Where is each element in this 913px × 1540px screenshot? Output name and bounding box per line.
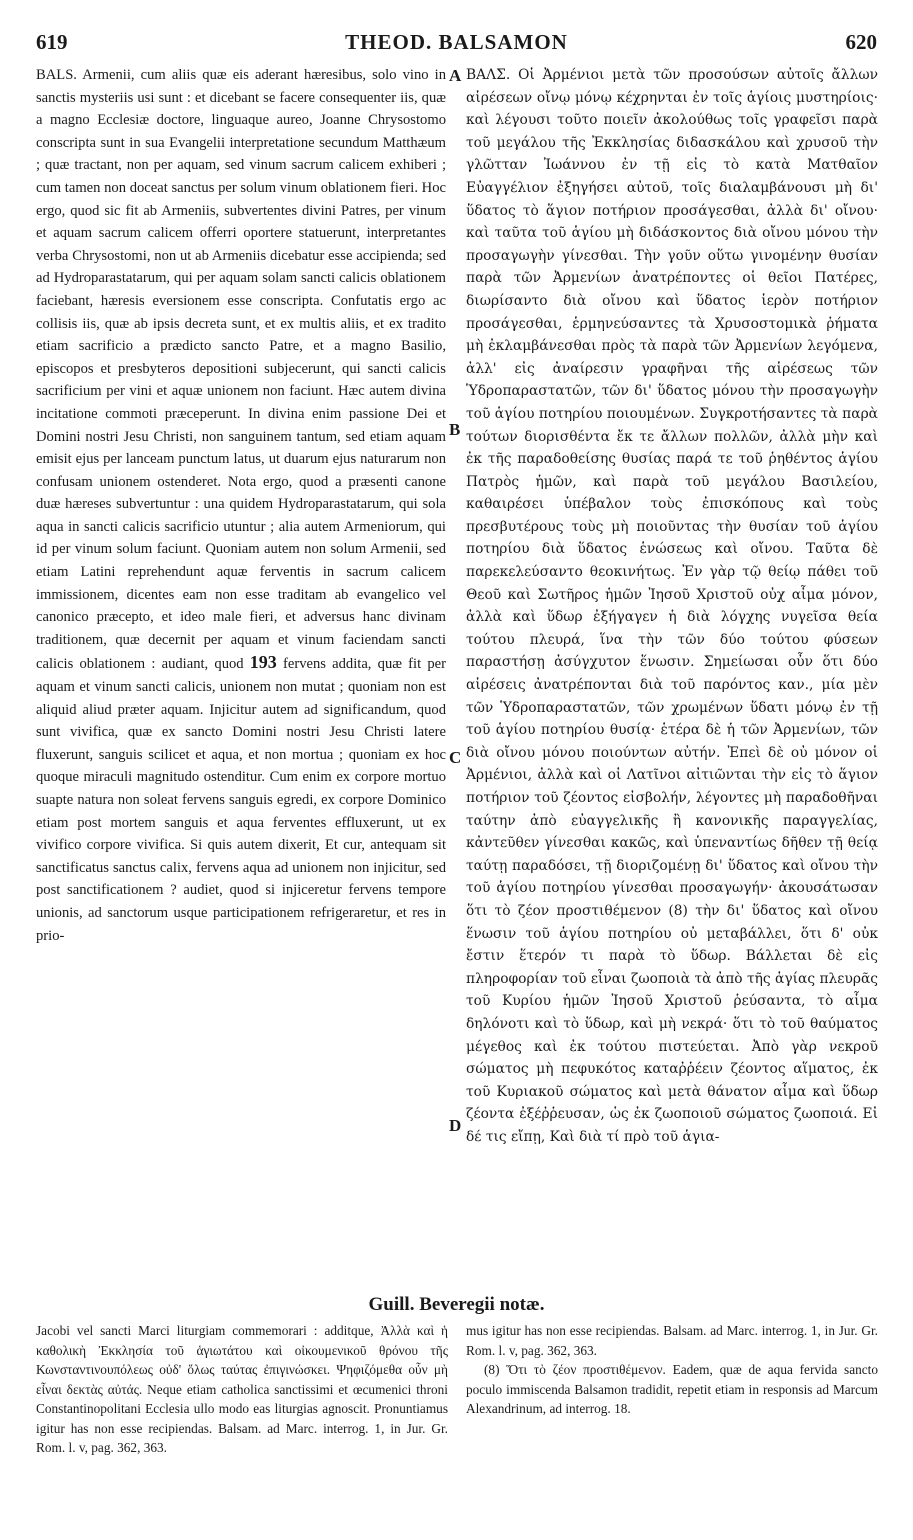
section-marker-a: A [449, 66, 462, 85]
greek-text: ΒΑΛΣ. Οἱ Ἀρμένιοι μετὰ τῶν προσούσων αὐτοῖς ἄλλων αἱρέσεων οἴνῳ μόνῳ κέχρηνται ἐν τοῖς ἁγίοις μυστηρίοις· καὶ λέγουσι τοῦτο ποιεῖν ἀκολούθως τοῖς γραφεῖσι παρὰ τοῦ μεγάλου τῆς Ἐκκλησίας διδασκάλου καὶ χρυσοῦ τὴν γλῶτταν Ἰωάννου ἐν τῇ εἰς τὸ κατὰ Ματθαῖον Εὐαγγέλιον ἐξηγήσει αὐτοῦ, τοῖς διαλαμβάνουσι μὴ δι' ὕδατος τὸ ἅγιον ποτήριον προσάγεσθαι, ἀλλὰ δι' οἴνου· καὶ ταῦτα τοῦ ἁγίου μὴ διδάσκοντος διὰ οἴνου μόνου τὴν προσαγωγὴν γίνεσθαι. Τὴν γοῦν οὕτω γινομένην θυσίαν παρὰ τῶν Ἀρμενίων ἀνατρέποντες οἱ θεῖοι Πατέρες, διωρίσαντο διὰ οἴνου καὶ ὕδατος ἱερὸν ποτήριον προσάγεσθαι, ἑρμηνεύσαντες τὰ Χρυσοστομικὰ ῥήματα μὴ ἐκλαμβάνεσθαι πρὸς τὰ παρὰ τῶν Ἀρμενίων λεγόμενα, ἀλλ' εἰς ἀναίρεσιν γραφῆναι τῆς αἱρέσεως τῶν Ὑδροπαραστατῶν, τῶν δι' ὕδατος μόνου τὴν προσαγωγὴν τοῦ ἁγίου ποτηρίου ποιουμένων. Συγκροτήσαντες τὰ παρὰ τούτων διορισθέντα ἔκ τε ἄλλων πολλῶν, ἀλλὰ μὴν καὶ ἐκ τῆς παραδοθείσης θυσίας παρά τε τοῦ ῥηθέντος ἁγίου Πατρὸς ἡμῶν, καὶ παρὰ τοῦ μεγάλου Βασιλείου, καθαιρέσει ὑπέβαλον τοὺς ἐπισκόπους καὶ τοὺς πρεσβυτέρους τοὺς μὴ ποιοῦντας τὴν θυσίαν τοῦ ἁγίου ποτηρίου διὰ ὕδατος ἑνώσεως καὶ οἴνου. Ταῦτα δὲ παρεκελεύσαντο θεοκινήτως. Ἐν γὰρ τῷ θείῳ πάθει τοῦ Θεοῦ καὶ Σωτῆρος ἡμῶν Ἰησοῦ Χριστοῦ οὐχ αἷμα μόνον, ἀλλὰ καὶ ὕδωρ ἐξήγαγεν ἡ διὰ λόγχης νυγεῖσα θεία τούτου πλευρά, ἵνα τὴν τῶν δύο τούτου φύσεων παραστήσῃ ἀσύγχυτον ἕνωσιν. Σημείωσαι οὖν ὅτι δύο αἱρέσεις ἀνατρέπονται διὰ τοῦ παρόντος καν., μία μὲν τῶν Ὑδροπαραστατῶν, τῶν χρωμένων ὕδατι μόνῳ ἐν τῇ τοῦ ἁγίου ποτηρίου θυσίᾳ· ἑτέρα δὲ ἡ τῶν Ἀρμενίων, τῶν διὰ οἴνου μόνου ποιούντων αὐτήν. Ἐπεὶ δὲ οὐ μόνον οἱ Ἀρμένιοι, ἀλλὰ καὶ οἱ Λατῖνοι αἰτιῶνται τὴν εἰς τὸ ἅγιον ποτήριον τοῦ ζέοντος εἰσβολήν, λέγοντες μὴ παραδοθῆναι ταύτην ἀπὸ εὐαγγελικῆς ἢ κανονικῆς παραγγελίας, κἀντεῦθεν γίνεσθαι κακῶς, καὶ ὑπεναντίως δῆθεν τῇ θείᾳ ταύτῃ παραδόσει, τῇ διοριζομένῃ δι' ὕδατος καὶ οἴνου τὴν τοῦ ἁγίου ποτηρίου γίνεσθαι προσαγωγήν· ἀκουσάτωσαν ὅτι τὸ ζέον προστιθέμενον (8) τὴν δι' ὕδατος καὶ οἴνου ἕνωσιν τοῦ ἁγίου ποτηρίου οὐ μεταβάλλει, ὅτι δ' οὐκ ἔστιν ἕτερόν τι παρὰ τὸ ὕδωρ. Βάλλεται δὲ εἰς πληροφορίαν τοῦ εἶναι ζωοποιὰ τὰ ἀπὸ τῆς ἁγίας πλευρᾶς τοῦ Κυρίου ἡμῶν Ἰησοῦ Χριστοῦ ῥεύσαντα, τὸ αἷμα δηλόνοτι καὶ τὸ ὕδωρ, καὶ μὴ νεκρά· ὅτι τὸ τοῦ θαύματος μέγεθος καὶ ἐκ τούτου πιστεύεται. Ἀπὸ γὰρ νεκροῦ σώματος μὴ πεφυκότος καταῤῥέειν ζέοντος αἵματος, ἐκ τοῦ Κυριακοῦ σώματος καὶ μετὰ θάνατον αἷμα καὶ ὕδωρ ζέοντα ἐξέῤῥευσαν, ὡς ἐκ ζωοποιοῦ σώματος ζωοποιά. Εἰ δέ τις εἴπῃ, Καὶ διὰ τί πρὸ τοῦ ἁγια- [466, 67, 878, 1145]
greek-column [466, 64, 878, 1309]
notes-left-column [36, 1321, 448, 1521]
latin-paragraph-1: BALS. Armenii, cum aliis quæ eis aderant hæresibus, solo vino in sanctis mysteriis usi sunt : et dicebant se facere consequenter iis, quæ a magno Ecclesiæ doctore, linguaque aureo, Joanne Chrysostomo conscripta sunt in sua Evangelii interpretatione secundum Matthæum ; quæ tractant, non per aquam, sed vinum sacrum calicem exhiberi ; cum tamen non doceat sanctus per solum vinum oblationem fieri. Hoc ergo, quod sic fit ab Armeniis, subvertentes divini Patres, per vinum et aquam sacrum calicem offerri oportere statuerunt, interpretantes verba Chrysostomi, non ut ab Armeniis dicebatur esse accipienda; sed ad Hydroparastatarum, qui per aquam solam sancti calicis oblationem faciebant, hæresis eversionem esse conscripta. Confutatis ergo ac collisis iis, quæ ab ipsis decreta sunt, et ex multis aliis, et ex tradito etiam sacrificio a prædicto sancto Patre, et a magno Basilio, episcopos et presbyteros depositioni subjecerunt, qui sancti calicis sacrificium per vini et aquæ unionem non faciunt. Hæc autem divina incitatione commoti præceperunt. In divina enim passione Dei et Domini nostri Jesu Christi, non sanguinem tantum, sed etiam aquam emisit ejus per lanceam punctum latus, ut duarum ejus naturarum non confusam unionem ostenderet. Nota ergo, quod a præsenti canone duæ hæreses subvertuntur : una quidem Hydroparastatarum, qui sola aqua in sancti calicis sacrificio utuntur ; alia autem Armeniorum, qui id per vinum solum faciunt. Quoniam autem non solum Armenii, sed etiam Latini reprehendunt aquæ ferventis in sacrum calicem immissionem, dicentes eam non esse traditam ab evangelico vel canonico præcepto, et ideo male fieri, et adversus hanc divinam traditionem, quæ decernit per aquam et vinum faciendam sancti calicis oblationem : audiant, quod [36, 67, 446, 673]
margin-page-number: 193 [249, 652, 277, 673]
page-number-right: 620 [845, 30, 877, 54]
page-number-left: 619 [36, 30, 68, 54]
notes-title: Guill. Beveregii notæ. [368, 1294, 545, 1315]
section-marker-c: C [449, 748, 462, 767]
note-left-text: Jacobi vel sancti Marci liturgiam commemorari : additque, Ἀλλὰ καὶ ἡ καθολικὴ Ἐκκλησία τοῦ ἁγιωτάτου καὶ οἰκουμενικοῦ θρόνου τῆς Κωνσταντινουπόλεως οὐδ' ὅλως ταύτας ἐπιγινώσκει. Ψηφιζόμεθα οὖν μὴ εἶναι δεκτὰς αὐτάς. Neque etiam catholica sanctissimi et œcumenici throni Constantinopolitani Ecclesia ullo modo eas liturgias agnoscit. Pronuntiamus igitur has non esse recipiendas. Balsam. ad Marc. interrog. 1, in Jur. Gr. Rom. l. v, pag. 362, 363. [36, 1323, 448, 1455]
notes-right-column [466, 1321, 878, 1521]
latin-column [36, 64, 446, 1309]
note-8: (8) Ὅτι τὸ ζέον προστιθέμενον. Eadem, quæ de aqua fervida sancto poculo immiscenda Balsamon tradidit, repetit etiam in responsis ad Marcum Alexandrinum, ad interrog. 18. [466, 1362, 878, 1416]
page-header [36, 30, 877, 56]
section-marker-b: B [449, 420, 461, 439]
latin-text [36, 64, 446, 947]
section-marker-d: D [449, 1116, 462, 1135]
running-title: THEOD. BALSAMON [345, 30, 568, 54]
note-continuation: mus igitur has non esse recipiendas. Balsam. ad Marc. interrog. 1, in Jur. Gr. Rom. l. v, pag. 362, 363. [466, 1323, 878, 1358]
latin-paragraph-2: fervens addita, quæ fit per aquam et vinum sancti calicis, unionem non mutat ; quoniam non est aliquid aliud præter aquam. Injicitur autem ad significandum, quod sunt vivifica, quæ ex sancto Domini nostri Jesu Christi latere fluxerunt, sanguis scilicet et aqua, et non mortua ; quoniam ex hoc quoque miraculi magnitudo ostenditur. Cum enim ex corpore mortuo suapte natura non soleat fervens sanguis egredi, ex corpore Dominico etiam post mortem sanguis et aqua ferventes effluxerunt, ut ex vivifico corpore vivifica. Si quis autem dixerit, Et cur, antequam sit sanctificatus sanctus calix, fervens aqua ad unionem non injicitur, sed post sanctificationem ? audiet, quod si injiceretur fervens tempore unionis, ad sanctorum usque participationem refrigeraretur, et res in prio- [36, 656, 446, 944]
